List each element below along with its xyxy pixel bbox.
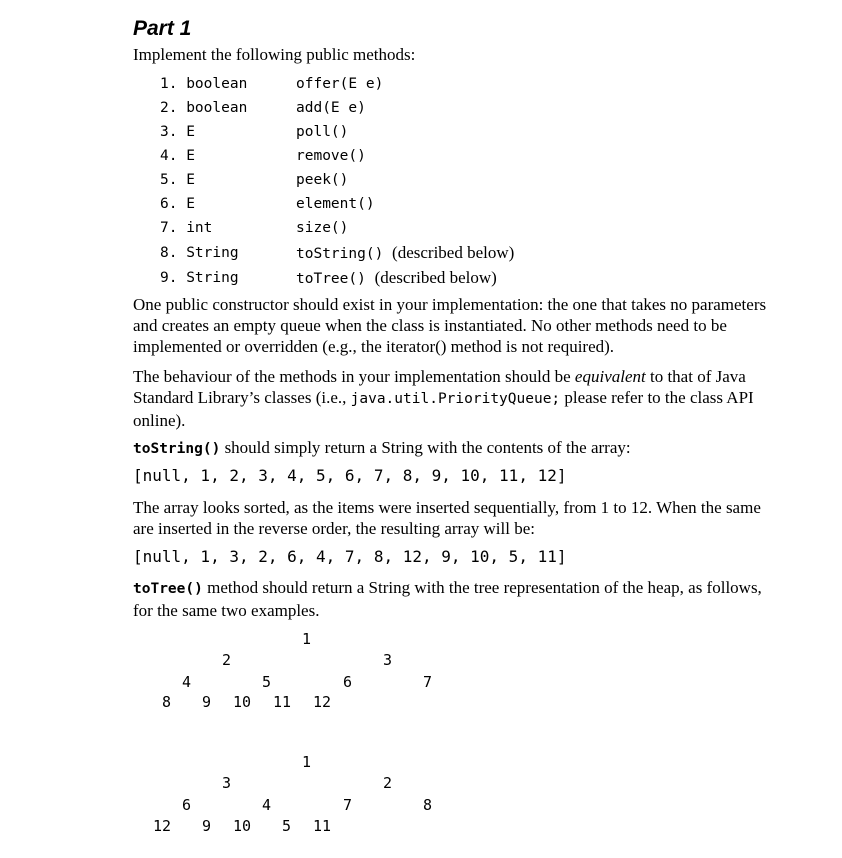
tree-node: 6 <box>343 673 353 691</box>
array-output-descending: [null, 1, 3, 2, 6, 4, 7, 8, 12, 9, 10, 5, 11] <box>133 547 567 566</box>
tree-node: 9 <box>202 693 212 711</box>
method-item-1-type: 1. boolean <box>160 76 248 92</box>
intro-text: Implement the following public methods: <box>133 45 416 64</box>
tree-node: 4 <box>182 673 192 691</box>
tree-node: 7 <box>343 796 353 814</box>
method-item-7-type: 7. int <box>160 220 213 236</box>
method-item-2-type: 2. boolean <box>160 100 248 116</box>
tree-node: 7 <box>423 673 433 691</box>
tree-node: 3 <box>383 651 393 669</box>
tree-node: 1 <box>302 753 312 771</box>
tree-node: 2 <box>383 774 393 792</box>
method-item-5-type: 5. E <box>160 172 195 188</box>
array-output-ascending: [null, 1, 2, 3, 4, 5, 6, 7, 8, 9, 10, 11, 12] <box>133 466 567 485</box>
method-item-3-type: 3. E <box>160 124 195 140</box>
tree-node: 11 <box>273 693 292 711</box>
method-item-3-sig: poll() <box>296 124 349 140</box>
method-item-4-type: 4. E <box>160 148 195 164</box>
tree-node: 2 <box>222 651 232 669</box>
method-item-2-sig: add(E e) <box>296 100 366 116</box>
method-item-6-sig: element() <box>296 196 375 212</box>
tree-node: 1 <box>302 630 312 648</box>
tree-node: 12 <box>313 693 332 711</box>
tree-node: 5 <box>282 817 292 835</box>
tree-node: 9 <box>202 817 212 835</box>
constructor-paragraph: One public constructor should exist in your implementation: the one that takes no parameters and creates an empty queue when the class is instantiated. No other methods need to be implemented or overridden (e.g., the iterator() method is not required). <box>133 295 767 356</box>
tree-node: 8 <box>423 796 433 814</box>
method-item-8-sig: toString() (described below) <box>296 243 515 262</box>
tree-node: 5 <box>262 673 272 691</box>
tostring-paragraph: toString() should simply return a String with the contents of the array: <box>133 438 631 457</box>
method-item-7-sig: size() <box>296 220 349 236</box>
method-item-1-sig: offer(E e) <box>296 76 384 92</box>
totree-paragraph: toTree() method should return a String with the tree representation of the heap, as follows, for the same two examples. <box>133 578 762 620</box>
tree-node: 11 <box>313 817 332 835</box>
tree-node: 8 <box>162 693 172 711</box>
tree-node: 3 <box>222 774 232 792</box>
method-item-6-type: 6. E <box>160 196 195 212</box>
method-item-5-sig: peek() <box>296 172 349 188</box>
method-item-9-sig: toTree() (described below) <box>296 268 497 287</box>
method-item-8-type: 8. String <box>160 245 239 261</box>
behaviour-paragraph: The behaviour of the methods in your implementation should be equivalent to that of Java Standard Library’s classes (i.e., java.util.PriorityQueue; please refer to the class API online). <box>133 367 754 430</box>
method-item-4-sig: remove() <box>296 148 366 164</box>
tree-node: 6 <box>182 796 192 814</box>
section-heading: Part 1 <box>133 17 192 40</box>
tree-node: 12 <box>153 817 172 835</box>
tree-node: 10 <box>233 817 252 835</box>
tree-node: 4 <box>262 796 272 814</box>
method-item-9-type: 9. String <box>160 270 239 286</box>
tree-node: 10 <box>233 693 252 711</box>
sorted-paragraph: The array looks sorted, as the items were inserted sequentially, from 1 to 12. When the same are inserted in the reverse order, the resulting array will be: <box>133 498 761 538</box>
